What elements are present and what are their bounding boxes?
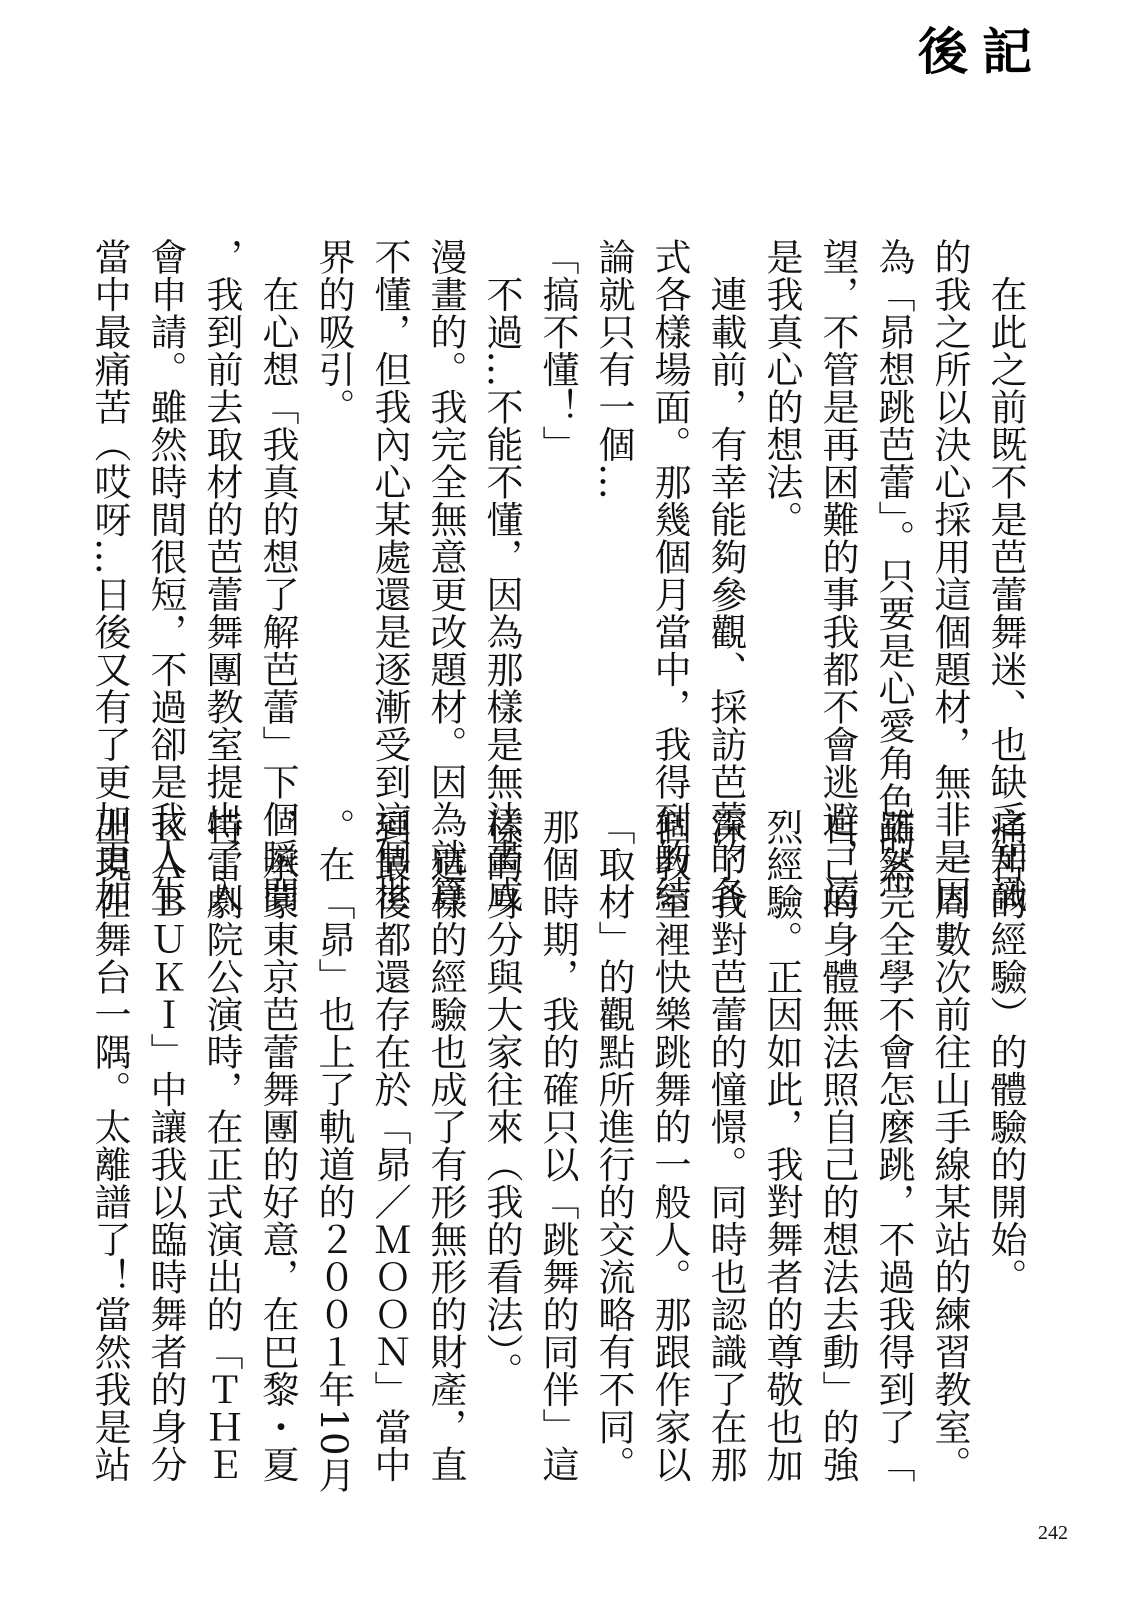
text-column: ，承蒙東京芭蕾舞團的好意，在巴黎・夏 [256,808,299,1483]
text-column: 不過…不能不懂，因為那樣是無法畫成 [480,238,523,913]
text-column: 會申請。雖然時間很短，不過卻是我人生 [144,238,187,913]
text-column: 這樣的經驗也成了有形無形的財產，直 [424,808,467,1483]
text-column: 望，不管是再困難的事我都不會逃避，這 [816,238,859,913]
text-column: 。在「昴」也上了軌道的２００１年10月 [312,808,355,1494]
text-column: 痛苦的經驗）的體驗的開始。 [984,808,1027,1296]
text-column: 論就只有一個… [592,238,635,501]
text-column: 一周數次前往山手線某站的練習教室。 [928,808,971,1483]
text-column: 雖然完全學不會怎麼跳，不過我得到了「 [872,808,915,1483]
text-column: 那個時期，我的確只以「跳舞的同伴」這 [536,808,579,1483]
text-block-bottom [88,808,1027,1494]
text-column: 界的吸引。 [312,238,355,426]
text-column: 深了我對芭蕾的憧憬。同時也認識了在那 [704,808,747,1483]
text-column: 出現在舞台一隅。太離譜了！當然我是站 [88,808,131,1483]
page-number: 242 [1038,1522,1068,1544]
text-column: 是我真心的想法。 [760,238,803,538]
text-column: 不懂，但我內心某處還是逐漸受到這個世 [368,238,411,913]
text-column: 漫畫的。我完全無意更改題材。因為就算 [424,238,467,913]
text-column: ＫＡＢＵＫＩ」中讓我以臨時舞者的身分 [144,808,187,1483]
text-column: 樣的身分與大家往來（我的看法）。 [480,808,523,1390]
text-column: 「取材」的觀點所進行的交流略有不同。 [592,808,635,1483]
page-title: 後記 [918,23,1046,81]
text-column: 在心想「我真的想了解芭蕾」下個瞬間 [256,238,299,913]
text-column: 烈經驗。正因如此，我對舞者的尊敬也加 [760,808,803,1483]
text-column: ，我到前去取材的芭蕾舞團教室提出了入 [200,238,243,913]
text-column: 「搞不懂！」 [536,238,579,463]
text-column: 個教室裡快樂跳舞的一般人。那跟作家以 [648,808,691,1483]
text-column: 在此之前既不是芭蕾舞迷、也缺乏知識 [984,238,1027,913]
text-block-top [88,238,1027,913]
text-column: 到最後都還存在於「昴／ＭＯＯＮ」當中 [368,808,411,1483]
text-column: 為「昴想跳芭蕾」。只要是心愛角色的希 [872,238,915,895]
text-column: 自己的身體無法照自己的想法去動」的強 [816,808,859,1483]
text-column: 特雷劇院公演時，在正式演出的「ＴＨＥ [200,808,243,1483]
text-column: 的我之所以決心採用這個題材，無非是因 [928,238,971,913]
text-column: 當中最痛苦（哎呀…日後又有了更加更加 [88,238,131,913]
text-column: 式各樣場面。那幾個月當中，我得到的結 [648,238,691,913]
text-column: 連載前，有幸能夠參觀、採訪芭蕾的各 [704,238,747,913]
